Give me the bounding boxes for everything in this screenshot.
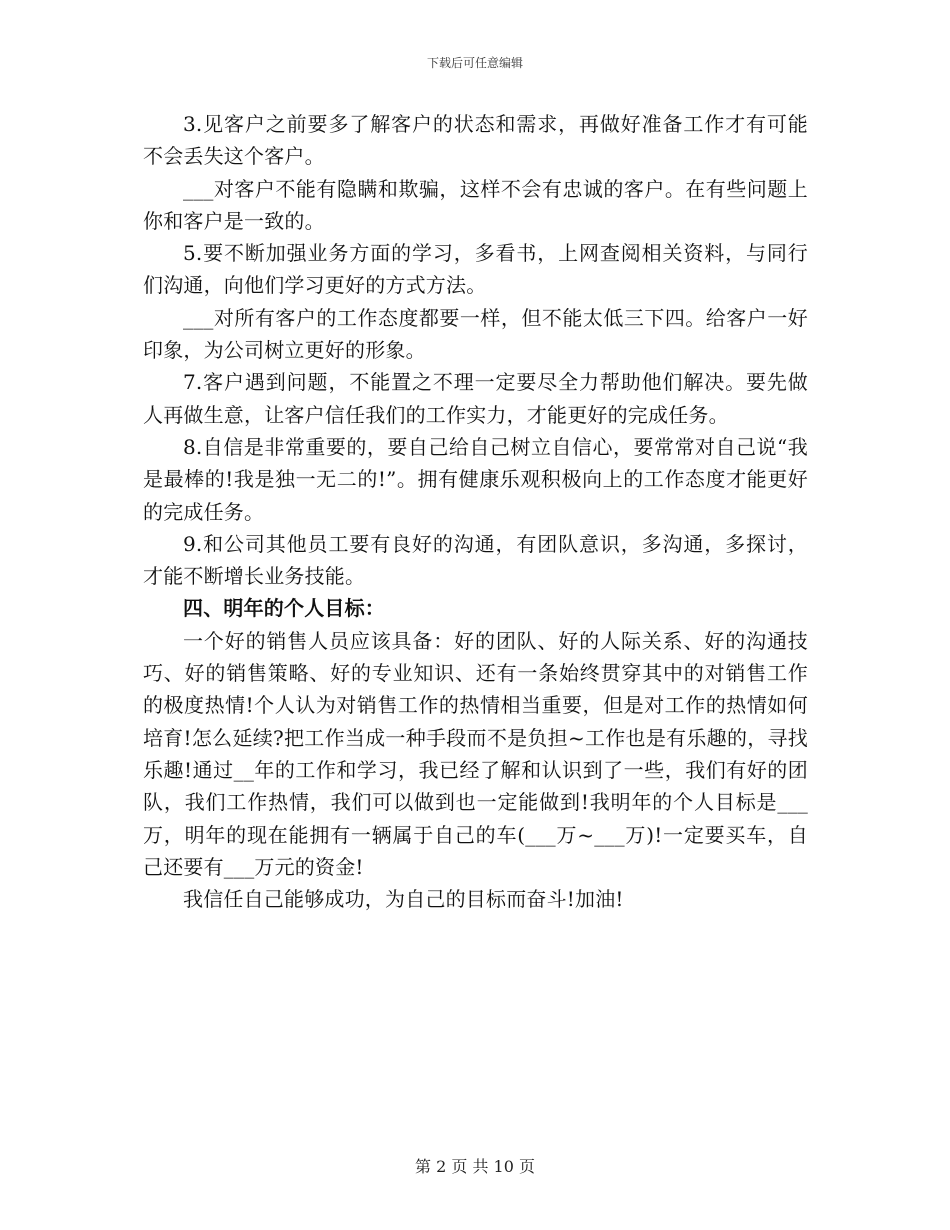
paragraph-item-3: 3.见客户之前要多了解客户的状态和需求，再做好准备工作才有可能不会丢失这个客户。: [143, 112, 808, 169]
goal-paragraph: 一个好的销售人员应该具备：好的团队、好的人际关系、好的沟通技巧、好的销售策略、好的专业知识、还有一条始终贯穿其中的对销售工作的极度热情!个人认为对销售工作的热情相当重要，但是对工作的热情如何培育!怎么延续?把工作当成一种手段而不是负担~工作也是有乐趣的，寻找乐趣!通过__年的工作和学习，我已经了解和认识到了一些，我们有好的团队，我们工作热情，我们可以做到也一定能做到!我明年的个人目标是___万，明年的现在能拥有一辆属于自己的车(___万~___万)!一定要买车，自己还要有___万元的资金!: [143, 628, 808, 879]
page-number-footer: 第 2 页 共 10 页: [415, 1157, 535, 1176]
closing-paragraph: 我信任自己能够成功，为自己的目标而奋斗!加油!: [183, 887, 624, 912]
paragraph-item-5: 5.要不断加强业务方面的学习，多看书，上网查阅相关资料，与同行们沟通，向他们学习更好的方式方法。: [143, 241, 808, 298]
page-header-note: 下载后可任意编辑: [426, 56, 523, 70]
paragraph-item-4: ___对客户不能有隐瞒和欺骗，这样不会有忠诚的客户。在有些问题上你和客户是一致的。: [143, 176, 808, 233]
paragraph-item-9: 9.和公司其他员工要有良好的沟通，有团队意识，多沟通，多探讨，才能不断增长业务技能。: [143, 531, 808, 589]
document-body: [143, 108, 808, 915]
paragraph-item-6: ___对所有客户的工作态度都要一样，但不能太低三下四。给客户一好印象，为公司树立更好的形象。: [143, 305, 808, 363]
section-heading: 四、明年的个人目标：: [183, 596, 385, 621]
paragraph-item-7: 7.客户遇到问题，不能置之不理一定要尽全力帮助他们解决。要先做人再做生意，让客户信任我们的工作实力，才能更好的完成任务。: [143, 370, 808, 427]
paragraph-item-8: 8.自信是非常重要的，要自己给自己树立自信心，要常常对自己说“我是最棒的!我是独一无二的!”。拥有健康乐观积极向上的工作态度才能更好的完成任务。: [143, 434, 808, 524]
